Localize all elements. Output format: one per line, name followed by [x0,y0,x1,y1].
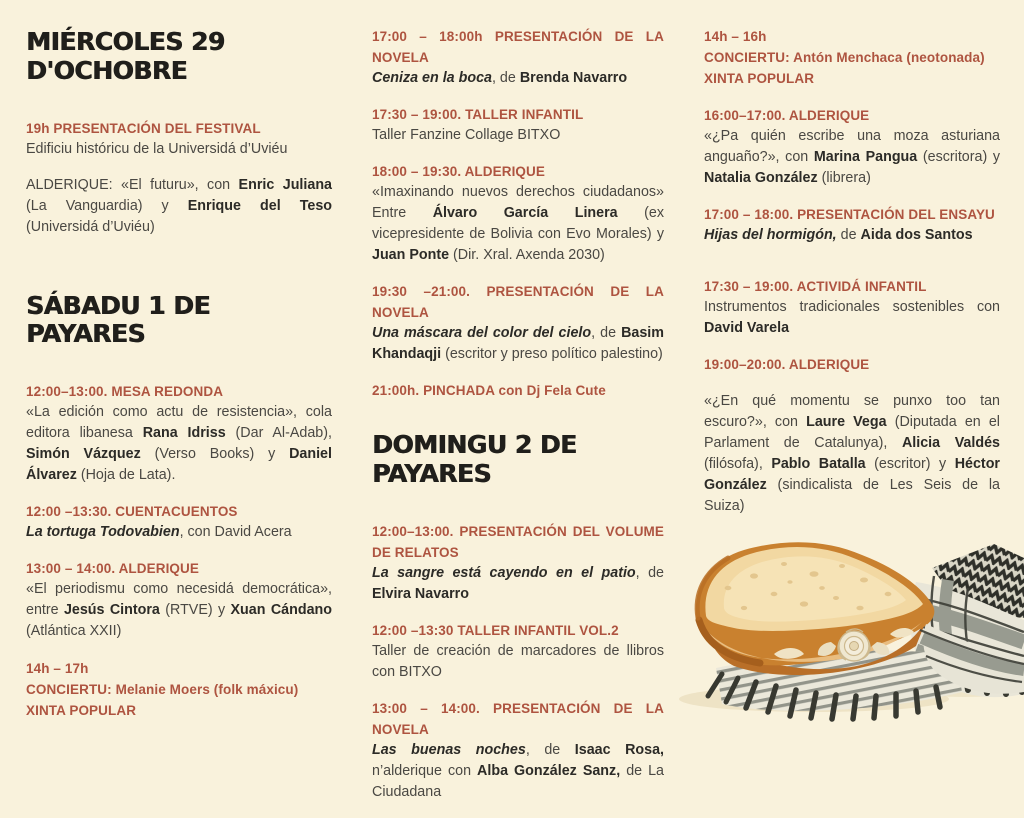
event-description: La tortuga Todovabien, con David Acera [26,524,292,540]
event [704,354,1000,375]
event-title: 14h – 16h [704,29,767,44]
event [26,658,332,721]
event [704,391,1000,517]
day-heading: DOMINGU 2 DE PAYARES [372,430,577,488]
event-description: Taller Fanzine Collage BITXO [372,127,561,143]
event-description: Edificiu históricu de la Universidá d’Uviéu [26,140,288,157]
event-description: «El periodismu como necesidá democrática», entre Jesús Cintora (RTVE) y Xuan Cándano (Atlántica XXII) [26,581,332,639]
event-title: 19:00–20:00. ALDERIQUE [704,357,870,372]
event-title: 12:00–13:00. PRESENTACIÓN DEL VOLUME DE RELATOS [372,523,664,560]
event [26,381,332,486]
event [26,558,332,642]
event [372,281,664,365]
event [372,161,664,266]
event [704,105,1000,189]
event-title: 16:00–17:00. ALDERIQUE [704,108,870,123]
event-title: 12:00 –13:30 TALLER INFANTIL VOL.2 [372,622,619,638]
event-description: La sangre está cayendo en el patio, de Elvira Navarro [372,564,664,602]
event-title: XINTA POPULAR [26,703,137,718]
event [26,175,332,238]
column-1 [26,26,332,818]
event [372,26,664,89]
event-description: Taller de creación de marcadores de llibros con BITXO [372,642,664,680]
event-title: CONCIERTU: Antón Menchaca (neotonada) [704,50,985,65]
event-title: 12:00–13:00. MESA REDONDA [26,384,224,399]
event-title: CONCIERTU: Melanie Moers (folk máxicu) [26,682,299,697]
event-title: 12:00 –13:30. CUENTACUENTOS [26,504,238,519]
event [372,380,664,401]
column-2 [372,26,664,818]
event-title: 14h – 17h [26,661,89,676]
event [704,276,1000,339]
event [372,698,664,803]
event [372,104,664,146]
sandwich-illustration [664,516,1024,722]
event [26,118,332,160]
day-heading: SÁBADU 1 DE PAYARES [26,290,210,349]
event-description: ALDERIQUE: «El futuru», con Enric Juliana (La Vanguardia) y Enrique del Teso (Universidá d’Uviéu) [26,176,333,235]
event [372,521,664,605]
day-heading: MIÉRCOLES 29 D'OCHOBRE [26,27,225,85]
event [26,501,332,543]
event-description: Hijas del hormigón, de Aida dos Santos [704,227,973,243]
event-title: 13:00 – 14:00. ALDERIQUE [26,561,199,576]
event-description: Una máscara del color del cielo, de Basim Khandaqji (escritor y preso político palestino) [372,325,664,362]
event-title: 17:00 – 18:00h PRESENTACIÓN DE LA NOVELA [372,29,664,65]
event-title: 19:30 –21:00. PRESENTACIÓN DE LA NOVELA [372,284,664,320]
event-description: Las buenas noches, de Isaac Rosa, n’alderique con Alba González Sanz, de La Ciudadana [372,741,665,800]
event-title: 18:00 – 19:30. ALDERIQUE [372,164,545,179]
event-title: 19h PRESENTACIÓN DEL FESTIVAL [26,120,261,136]
event [704,26,1000,89]
event [704,204,1000,246]
event-description: «¿En qué momentu se punxo too tan escuro?», con Laure Vega (Diputada en el Parlament de Catalunya), Alicia Valdés (filósofa), Pablo Batalla (escritor) y Héctor González (sindicalista de Les Seis de la Suiza) [704,393,1000,514]
event-title: 21:00h. PINCHADA con Dj Fela Cute [372,383,606,398]
event-title: XINTA POPULAR [704,71,815,86]
event-title: 17:30 – 19:00. TALLER INFANTIL [372,107,584,122]
event [372,620,664,683]
event-description: Instrumentos tradicionales sostenibles con David Varela [704,299,1000,336]
event-title: 17:00 – 18:00. PRESENTACIÓN DEL ENSAYU [704,207,995,222]
event-description: Ceniza en la boca, de Brenda Navarro [372,70,628,86]
bread-slice [696,542,935,675]
event-description: «¿Pa quién escribe una moza asturiana anguaño?», con Marina Pangua (escritora) y Natalia González (librera) [704,128,1001,186]
event-description: «Imaxinando nuevos derechos ciudadanos» Entre Álvaro García Linera (ex vicepresidente de Bolivia con Evo Morales) y Juan Ponte (Dir. Xral. Axenda 2030) [372,184,664,263]
event-title: 13:00 – 14:00. PRESENTACIÓN DE LA NOVELA [372,700,664,737]
event-title: 17:30 – 19:00. ACTIVIDÁ INFANTIL [704,279,927,294]
event-description: «La edición como actu de resistencia», cola editora libanesa Rana Idriss (Dar Al-Adab), Simón Vázquez (Verso Books) y Daniel Álvarez (Hoja de Lata). [26,404,332,483]
